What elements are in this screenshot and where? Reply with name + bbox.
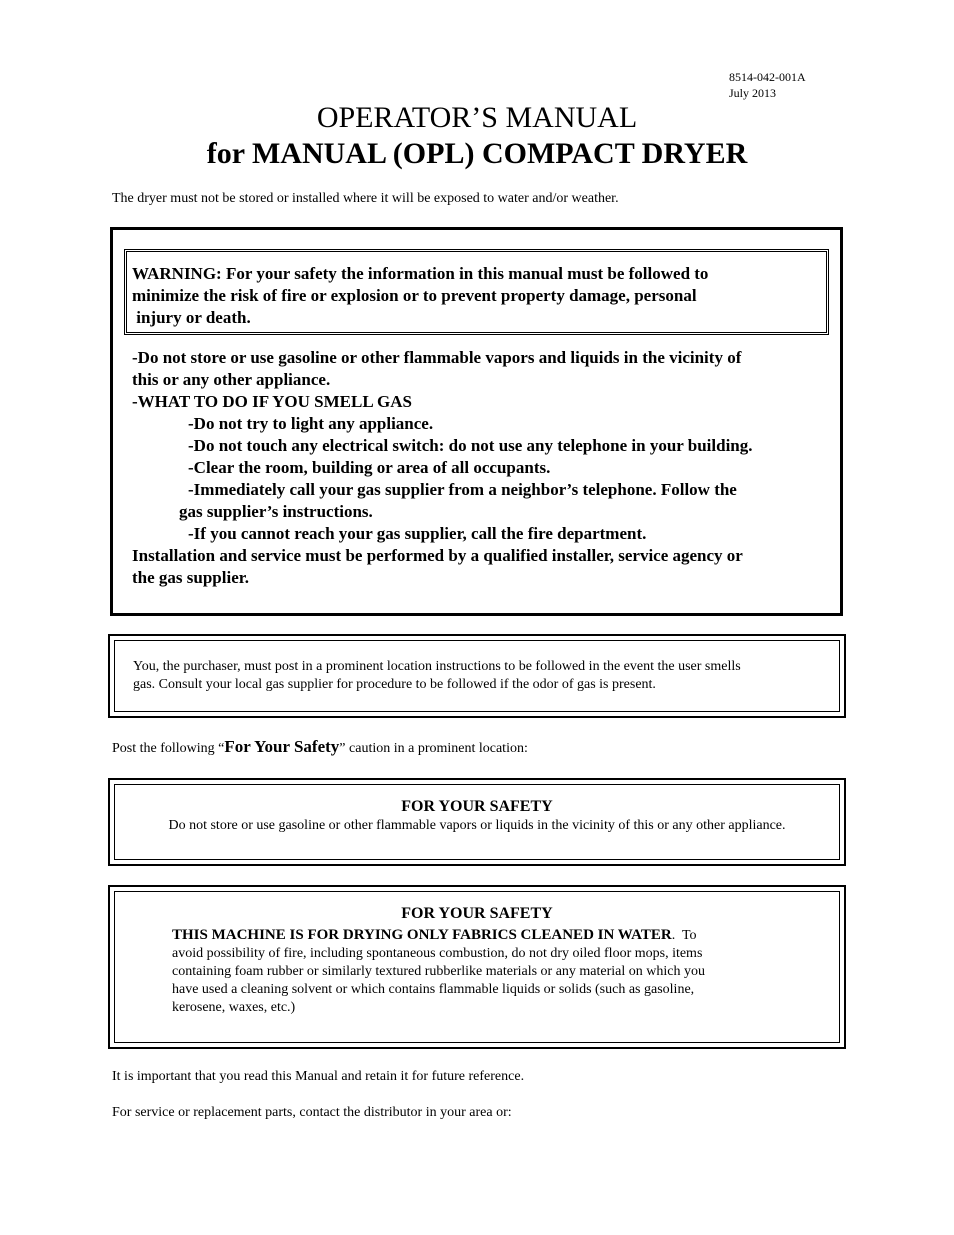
post-caution-emphasis: For Your Safety xyxy=(224,737,340,756)
warning-title xyxy=(132,263,822,329)
warning-line: -Do not try to light any appliance. xyxy=(188,414,434,433)
warning-line: the gas supplier. xyxy=(132,568,249,587)
purchaser-notice-line: gas. Consult your local gas supplier for procedure to be followed if the odor of gas is present. xyxy=(133,677,656,692)
safety-box-2-line: kerosene, waxes, etc.) xyxy=(172,1000,296,1015)
warning-title-line: WARNING: For your safety the information in this manual must be followed to xyxy=(132,264,709,283)
warning-line: -If you cannot reach your gas supplier, call the fire department. xyxy=(188,524,647,543)
document-date: July 2013 xyxy=(729,86,777,100)
safety-box-1-text: Do not store or use gasoline or other flammable vapors or liquids in the vicinity of this or any other appliance. xyxy=(168,818,786,833)
warning-line: -Do not touch any electrical switch: do not use any telephone in your building. xyxy=(188,436,753,455)
warning-title-line: minimize the risk of fire or explosion or to prevent property damage, personal xyxy=(132,286,697,305)
post-caution-after: ” caution in a prominent location: xyxy=(339,741,528,756)
purchaser-notice-text xyxy=(133,658,833,694)
warning-line: -Clear the room, building or area of all occupants. xyxy=(188,458,551,477)
warning-line: -Immediately call your gas supplier from a neighbor’s telephone. Follow the xyxy=(188,480,737,499)
safety-box-2-line: avoid possibility of fire, including spontaneous combustion, do not dry oiled floor mops, items xyxy=(172,946,703,961)
safety-box-2-lead-rest: . To xyxy=(671,928,697,943)
safety-box-2-line: have used a cleaning solvent or which contains flammable liquids or solids (such as gasoline, xyxy=(172,982,695,997)
post-caution-paragraph xyxy=(112,738,528,758)
safety-box-2-line: containing foam rubber or similarly textured rubberlike materials or any material on which you xyxy=(172,964,705,979)
document-number: 8514-042-001A xyxy=(729,70,806,84)
page-title: OPERATOR’S MANUAL xyxy=(316,101,638,134)
post-caution-before: Post the following “ xyxy=(112,741,225,756)
warning-title-line: injury or death. xyxy=(132,308,251,327)
warning-line: gas supplier’s instructions. xyxy=(179,502,373,521)
safety-box-2-text xyxy=(172,926,832,1017)
safety-box-2-lead-line xyxy=(172,926,832,945)
page-subtitle: for MANUAL (OPL) COMPACT DRYER xyxy=(206,137,748,170)
intro-paragraph: The dryer must not be stored or installed where it will be exposed to water and/or weather. xyxy=(112,191,619,206)
warning-line: this or any other appliance. xyxy=(132,370,331,389)
safety-box-2-heading: FOR YOUR SAFETY xyxy=(401,905,553,922)
safety-box-1-heading: FOR YOUR SAFETY xyxy=(401,798,553,815)
purchaser-notice-line: You, the purchaser, must post in a prominent location instructions to be followed in the event the user smells xyxy=(133,659,741,674)
warning-line: -WHAT TO DO IF YOU SMELL GAS xyxy=(132,392,412,411)
document-number-block xyxy=(729,69,806,101)
retain-manual-paragraph: It is important that you read this Manual and retain it for future reference. xyxy=(112,1069,525,1084)
warning-body xyxy=(132,347,832,589)
service-contact-paragraph: For service or replacement parts, contact the distributor in your area or: xyxy=(112,1105,512,1120)
warning-line: -Do not store or use gasoline or other flammable vapors and liquids in the vicinity of xyxy=(132,348,742,367)
warning-line: Installation and service must be performed by a qualified installer, service agency or xyxy=(132,546,743,565)
safety-box-2-bold-lead: THIS MACHINE IS FOR DRYING ONLY FABRICS CLEANED IN WATER xyxy=(172,927,672,943)
